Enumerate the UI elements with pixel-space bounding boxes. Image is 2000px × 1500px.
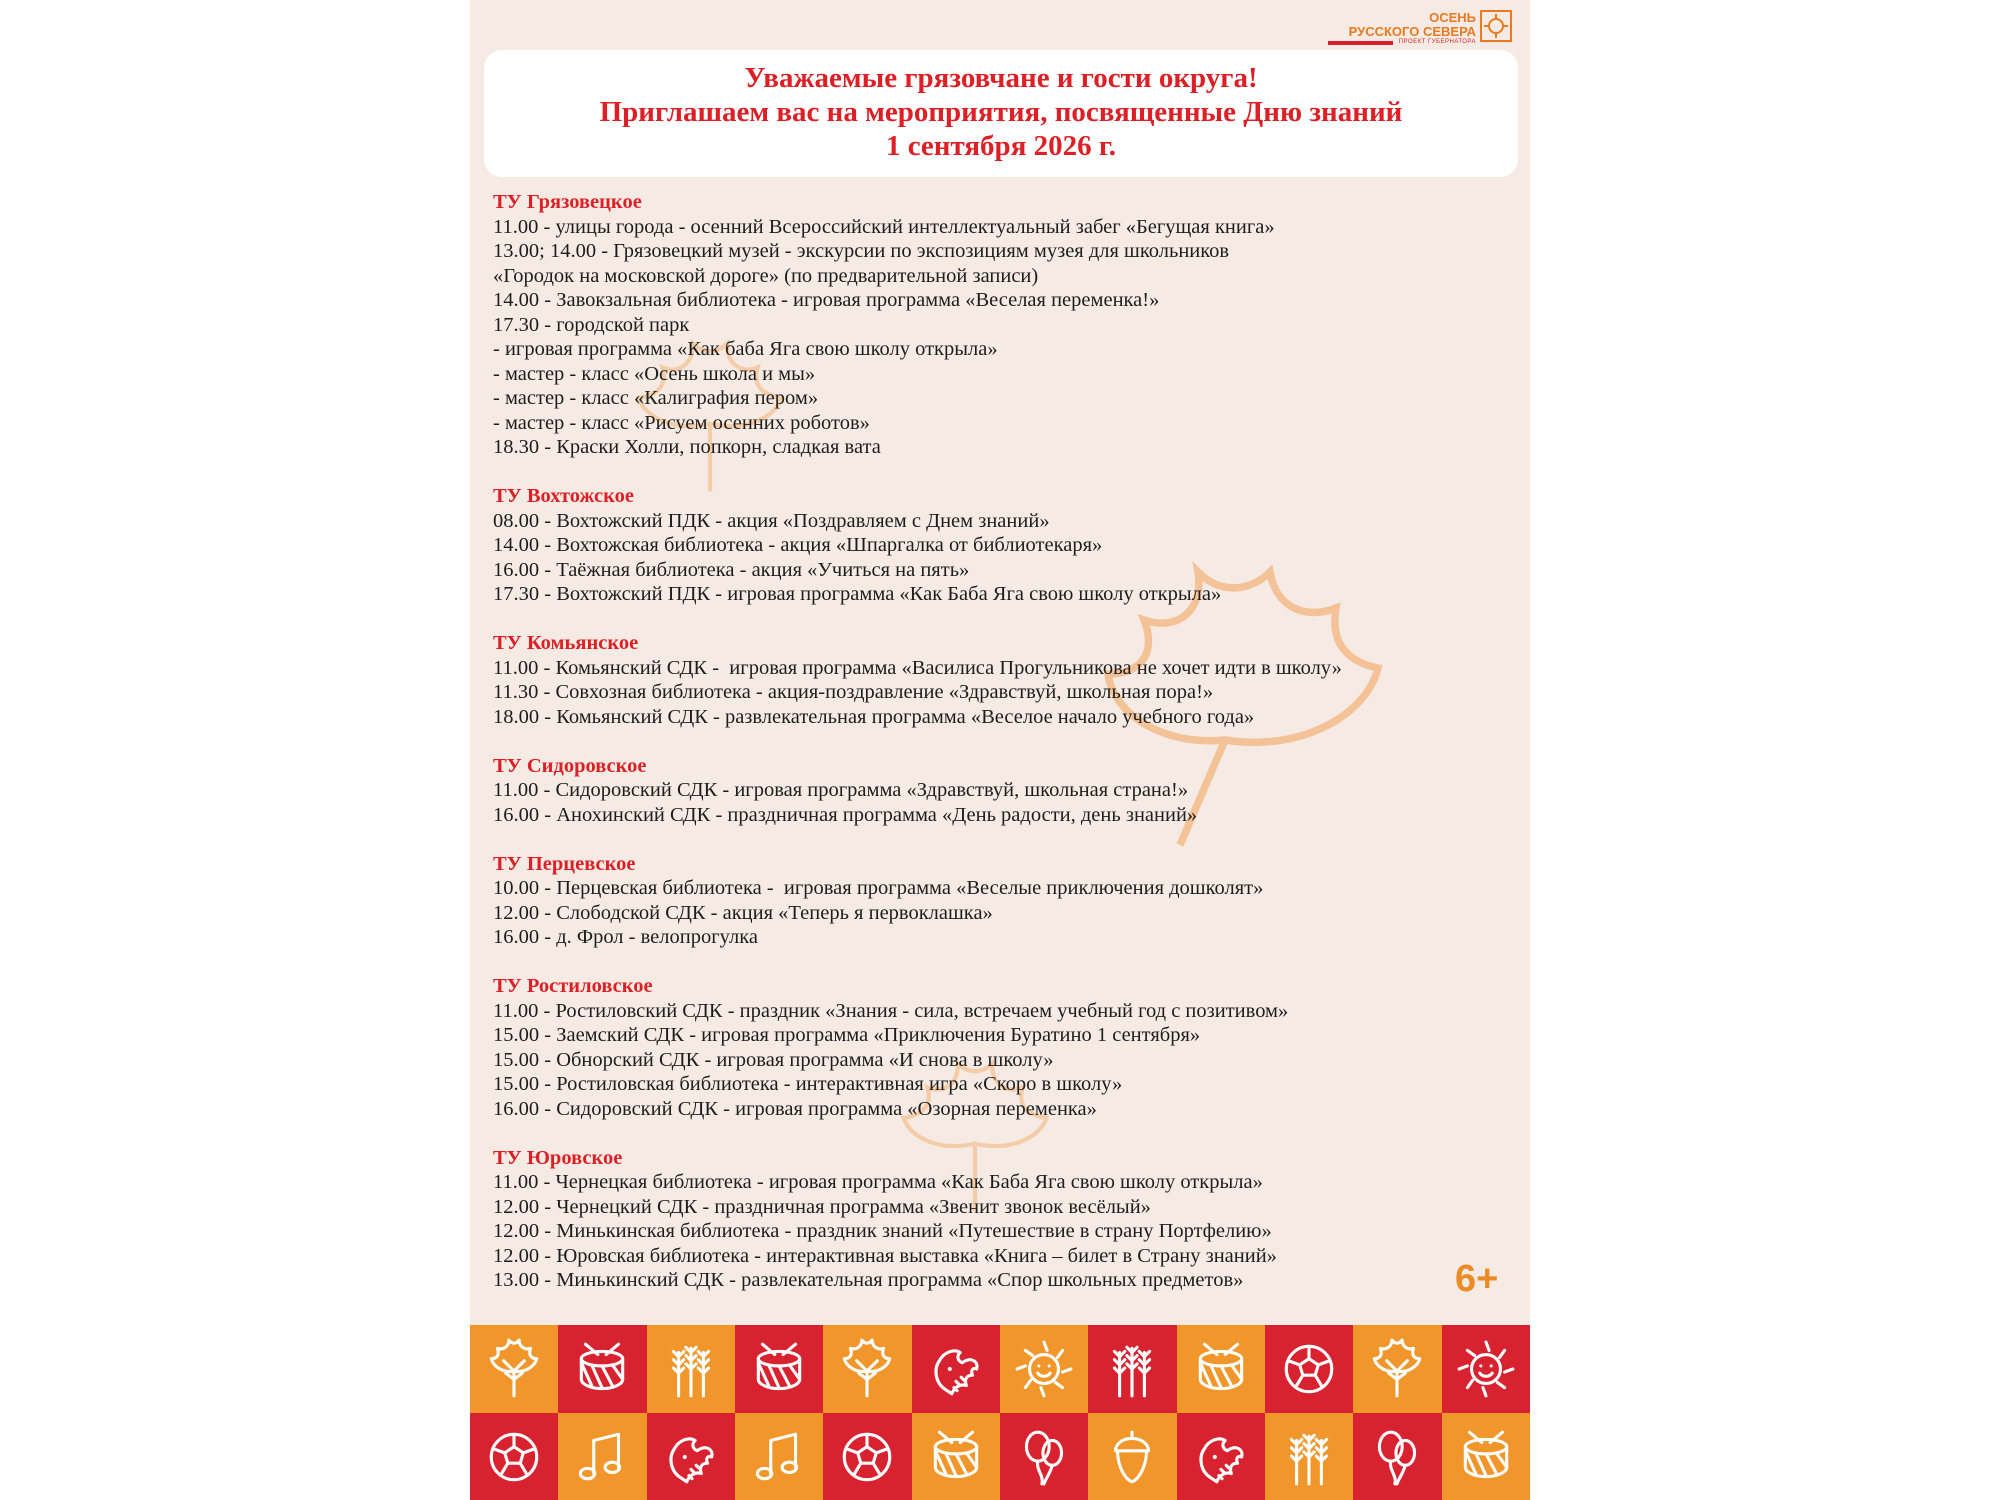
header-box — [484, 50, 1518, 177]
event-line: 14.00 - Вохтожская библиотека - акция «Шпаргалка от библиотекаря» — [493, 534, 1103, 556]
section-title: ТУ Комьянское — [493, 632, 639, 654]
logo — [1328, 4, 1518, 50]
tile — [1265, 1325, 1353, 1413]
ball-icon — [1278, 1338, 1340, 1400]
section-vokhtozhskoe — [493, 484, 1503, 607]
ball-icon — [483, 1426, 545, 1488]
age-rating: 6+ — [1455, 1258, 1499, 1300]
leaf-icon — [1366, 1338, 1428, 1400]
section-title: ТУ Юровское — [493, 1146, 623, 1169]
event-line: 11.00 - Чернецкая библиотека - игровая программа «Как Баба Яга свою школу открыла» — [493, 1171, 1263, 1193]
section-pertsevskoe — [493, 852, 1503, 950]
event-line: 15.00 - Ростиловская библиотека - интерактивная игра «Скоро в школу» — [493, 1073, 1123, 1095]
tile — [1442, 1413, 1530, 1500]
wheat-icon — [1101, 1338, 1163, 1400]
event-line: «Городок на московской дороге» (по предварительной записи) — [493, 264, 1039, 287]
event-line: 11.00 - Комьянский СДК - игровая программа «Василиса Прогульникова не хочет идти в школу» — [493, 656, 1342, 679]
event-line: 16.00 - д. Фрол - велопрогулка — [493, 926, 758, 948]
event-line: 12.00 - Юровская библиотека - интерактивная выставка «Книга – билет в Страну знаний» — [493, 1244, 1277, 1267]
section-rostilovskoe — [493, 974, 1503, 1121]
music-note-icon — [748, 1426, 810, 1488]
tile — [912, 1413, 1000, 1500]
logo-line3: ПРОЕКТ ГУБЕРНАТОРА — [1398, 39, 1476, 45]
section-title: ТУ Грязовецкое — [493, 191, 642, 213]
tile — [1000, 1413, 1088, 1500]
event-line: 17.30 - Вохтожский ПДК - игровая программа «Как Баба Яга свою школу открыла» — [493, 583, 1222, 605]
tile — [735, 1413, 823, 1500]
event-line: 11.00 - Ростиловский СДК - праздник «Знания - сила, встречаем учебный год с позитивом» — [493, 999, 1289, 1022]
section-sidorovskoe — [493, 754, 1503, 828]
event-line: - игровая программа «Как баба Яга свою школу открыла» — [493, 338, 998, 360]
wheat-icon — [660, 1338, 722, 1400]
event-line: 13.00 - Минькинский СДК - развлекательная программа «Спор школьных предметов» — [493, 1269, 1244, 1291]
event-line: 15.00 - Обнорский СДК - игровая программа «И снова в школу» — [493, 1048, 1054, 1071]
section-komyanskoe — [493, 631, 1503, 729]
music-note-icon — [571, 1426, 633, 1488]
schedule — [493, 190, 1503, 1317]
poster — [470, 0, 1530, 1500]
tile — [1000, 1325, 1088, 1413]
ball-icon — [836, 1426, 898, 1488]
drum-icon — [925, 1426, 987, 1488]
tile — [470, 1325, 558, 1413]
drum-icon — [748, 1338, 810, 1400]
header-line3: 1 сентября 2026 г. — [885, 130, 1117, 162]
acorn-icon — [1101, 1426, 1163, 1488]
rooster-icon — [1190, 1426, 1252, 1488]
tile — [470, 1413, 558, 1500]
drum-icon — [1190, 1338, 1252, 1400]
tile — [1177, 1325, 1265, 1413]
event-line: - мастер - класс «Рисуем осенних роботов» — [493, 411, 870, 434]
tile — [647, 1413, 735, 1500]
section-title: ТУ Сидоровское — [493, 754, 647, 777]
rooster-icon — [925, 1338, 987, 1400]
event-line: 18.00 - Комьянский СДК - развлекательная программа «Веселое начало учебного года» — [493, 705, 1255, 728]
logo-bar — [1328, 41, 1393, 45]
tile — [1088, 1325, 1176, 1413]
section-title: ТУ Перцевское — [493, 852, 636, 875]
event-line: 13.00; 14.00 - Грязовецкий музей - экскурсии по экспозициям музея для школьников — [493, 240, 1230, 262]
sun-icon — [1013, 1338, 1075, 1400]
event-line: 11.30 - Совхозная библиотека - акция-поздравление «Здравствуй, школьная пора!» — [493, 681, 1214, 703]
section-yurovskoe — [493, 1146, 1503, 1293]
event-line: - мастер - класс «Калиграфия пером» — [493, 387, 819, 409]
section-title: ТУ Вохтожское — [493, 485, 635, 507]
tile — [558, 1413, 646, 1500]
tile — [735, 1325, 823, 1413]
leaf-icon — [483, 1338, 545, 1400]
event-line: 10.00 - Перцевская библиотека - игровая программа «Веселые приключения дошколят» — [493, 877, 1264, 899]
sun-icon — [1455, 1338, 1517, 1400]
event-line: 15.00 - Заемский СДК - игровая программа «Приключения Буратино 1 сентября» — [493, 1024, 1201, 1046]
tile — [1442, 1325, 1530, 1413]
event-line: 11.00 - улицы города - осенний Всероссийский интеллектуальный забег «Бегущая книга» — [493, 215, 1275, 238]
event-line: 16.00 - Сидоровский СДК - игровая программа «Озорная переменка» — [493, 1097, 1097, 1120]
tile — [1353, 1325, 1441, 1413]
event-line: 12.00 - Минькинская библиотека - праздник знаний «Путешествие в страну Портфелию» — [493, 1220, 1272, 1242]
tile — [647, 1325, 735, 1413]
event-line: 17.30 - городской парк — [493, 313, 690, 336]
wheat-icon — [1278, 1426, 1340, 1488]
decorative-tile-band — [470, 1325, 1530, 1500]
rooster-icon — [660, 1426, 722, 1488]
event-line: 12.00 - Слободской СДК - акция «Теперь я первоклашка» — [493, 901, 993, 924]
tile — [1177, 1413, 1265, 1500]
tile — [558, 1325, 646, 1413]
drum-icon — [571, 1338, 633, 1400]
section-gryazovetskoe — [493, 190, 1503, 460]
event-line: 08.00 - Вохтожский ПДК - акция «Поздравляем с Днем знаний» — [493, 509, 1050, 532]
event-line: 11.00 - Сидоровский СДК - игровая программа «Здравствуй, школьная страна!» — [493, 779, 1189, 801]
tile — [1088, 1413, 1176, 1500]
header-line2: Приглашаем вас на мероприятия, посвященные Дню знаний — [599, 96, 1403, 128]
balloons-icon — [1366, 1426, 1428, 1488]
tile — [912, 1325, 1000, 1413]
event-line: - мастер - класс «Осень школа и мы» — [493, 362, 816, 385]
balloons-icon — [1013, 1426, 1075, 1488]
logo-line1: ОСЕНЬ — [1429, 10, 1476, 25]
logo-sun-icon — [1478, 8, 1514, 44]
section-title: ТУ Ростиловское — [493, 975, 653, 997]
tile — [823, 1413, 911, 1500]
tile — [1265, 1413, 1353, 1500]
drum-icon — [1455, 1426, 1517, 1488]
header-line1: Уважаемые грязовчане и гости округа! — [744, 62, 1258, 94]
leaf-icon — [836, 1338, 898, 1400]
logo-line2: РУССКОГО СЕВЕРА — [1348, 24, 1476, 39]
event-line: 16.00 - Таёжная библиотека - акция «Учиться на пять» — [493, 558, 970, 581]
tile — [823, 1325, 911, 1413]
event-line: 16.00 - Анохинский СДК - праздничная программа «День радости, день знаний» — [493, 803, 1198, 826]
event-line: 12.00 - Чернецкий СДК - праздничная программа «Звенит звонок весёлый» — [493, 1195, 1151, 1218]
tile — [1353, 1413, 1441, 1500]
event-line: 18.30 - Краски Холли, попкорн, сладкая вата — [493, 436, 881, 458]
event-line: 14.00 - Завокзальная библиотека - игровая программа «Веселая переменка!» — [493, 289, 1160, 311]
